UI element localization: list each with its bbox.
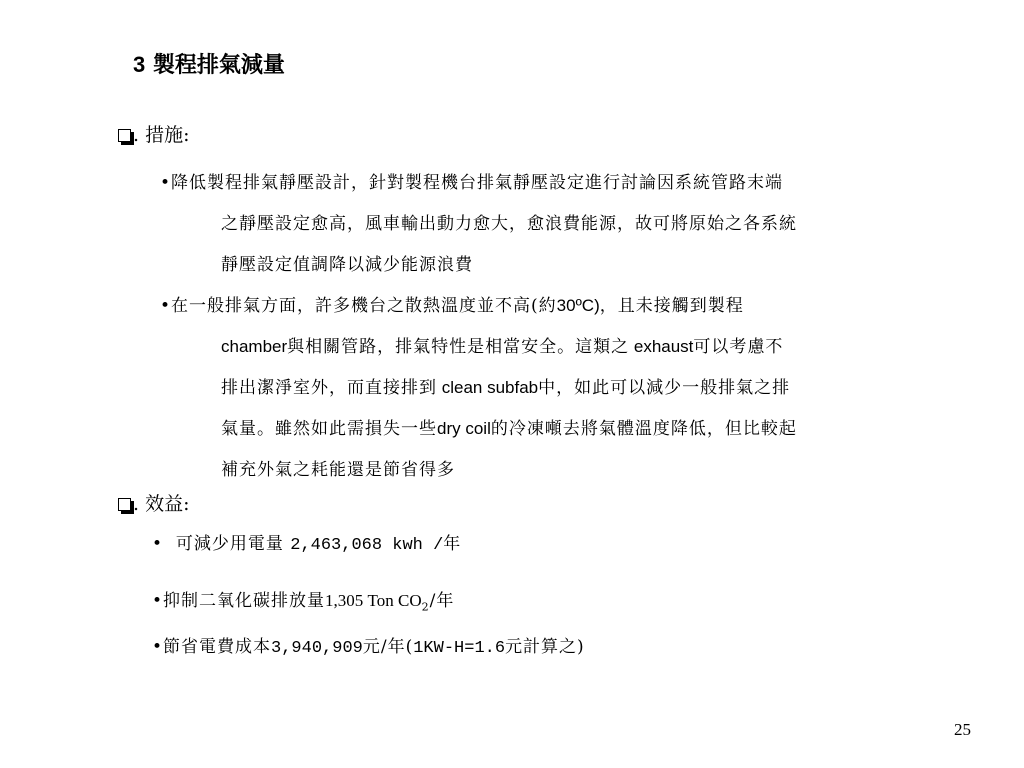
measures-bullet-1-text-1: 降低製程排氣靜壓設計，針對製程機台排氣靜壓設定進行討論因系統管路末端 — [171, 173, 784, 193]
measures-bullet-2-temperature: 30ºC) — [556, 296, 600, 315]
benefit-item-2-unit: /年 — [429, 591, 455, 611]
benefit-item-3-value: 3,940,909 — [271, 639, 363, 658]
benefit-item-3-note: 元計算之) — [505, 637, 585, 657]
bullet-dot-icon: • — [152, 591, 164, 611]
benefits-heading-text: . 效益: — [133, 493, 190, 515]
bullet-dot-icon: • — [152, 637, 164, 657]
measures-bullet-2-text-4c: 的冷凍噸去將氣體溫度降低，但比較起 — [490, 419, 797, 439]
bullet-dot-icon: • — [160, 296, 172, 316]
bullet-dot-icon: • — [160, 173, 172, 193]
benefit-item-2-subscript: 2 — [421, 600, 430, 614]
benefit-item-3 — [152, 632, 585, 658]
measures-bullet-1-line-3: 靜壓設定值調降以減少能源浪費 — [221, 255, 473, 275]
benefits-heading — [118, 489, 189, 516]
measures-bullet-2-line-3 — [221, 373, 790, 398]
measures-heading — [118, 120, 189, 147]
benefit-item-1-label: 可減少用電量 — [175, 534, 291, 554]
measures-bullet-2-subfab: clean subfab — [437, 378, 539, 397]
measures-bullet-2-text-2b: 與相關管路，排氣特性是相當安全。這類之 — [287, 337, 630, 357]
benefit-item-2 — [152, 586, 454, 613]
benefit-item-3-unit: 元/年( — [362, 637, 414, 657]
measures-bullet-2-text-2d: 可以考慮不 — [693, 337, 784, 357]
slide-title-text: 製程排氣減量 — [152, 52, 285, 78]
measures-bullet-2-line-1 — [160, 291, 744, 316]
measures-bullet-1-line-1 — [160, 168, 783, 193]
measures-bullet-2-text-3c: 中，如此可以減少一般排氣之排 — [538, 378, 791, 398]
measures-bullet-2-line-2 — [221, 332, 783, 357]
benefit-item-2-value: 1,305 Ton CO — [325, 591, 422, 610]
benefit-item-1 — [152, 529, 461, 555]
benefit-item-2-label: 抑制二氧化碳排放量 — [163, 591, 326, 611]
measures-bullet-2-line-5: 補充外氣之耗能還是節省得多 — [221, 460, 455, 480]
benefit-item-3-label: 節省電費成本 — [163, 637, 272, 657]
measures-bullet-2-exhaust: exhaust — [629, 337, 694, 356]
checkbox-square-icon — [118, 129, 131, 142]
measures-bullet-2-text-1a: 在一般排氣方面，許多機台之散熱溫度並不高(約 — [171, 296, 557, 316]
bullet-dot-icon: • — [152, 534, 164, 554]
slide-title-number: 3 — [133, 52, 146, 77]
benefit-item-1-value: 2,463,068 kwh / — [290, 536, 444, 555]
benefit-item-3-rate: 1KW-H=1.6 — [413, 639, 506, 658]
benefit-item-1-unit: 年 — [443, 534, 462, 554]
measures-bullet-2-dry-coil: dry coil — [437, 419, 491, 438]
measures-bullet-2-line-4 — [221, 414, 797, 439]
measures-heading-text: . 措施: — [133, 124, 190, 146]
checkbox-square-icon — [118, 498, 131, 511]
measures-bullet-2-text-4a: 氣量。雖然如此需損失一些 — [221, 419, 437, 439]
measures-bullet-1-line-2: 之靜壓設定愈高，風車輸出動力愈大，愈浪費能源，故可將原始之各系統 — [221, 214, 797, 234]
measures-bullet-2-chamber: chamber — [221, 337, 288, 356]
slide-title — [133, 48, 285, 79]
measures-bullet-2-text-3a: 排出潔淨室外，而直接排到 — [221, 378, 437, 398]
measures-bullet-2-text-1b: ，且未接觸到製程 — [599, 296, 744, 316]
page-number: 25 — [954, 720, 971, 739]
